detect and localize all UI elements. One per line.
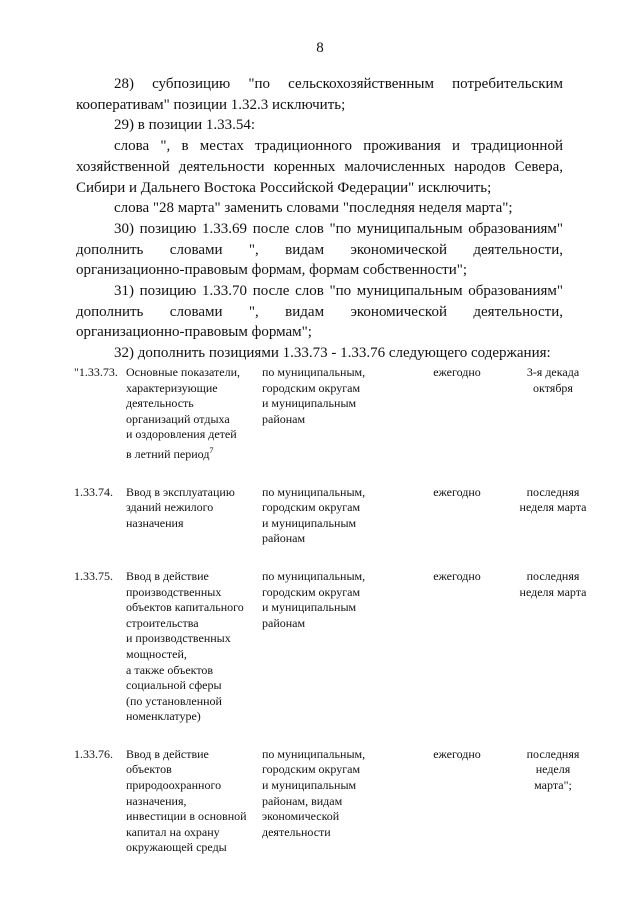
term-line: 3-я декада [526,365,580,379]
scope-line: по муниципальным, [262,568,366,583]
paragraph-p30a: 30) позицию 1.33.69 после слов "по муниципальным образованиям" [114,220,563,237]
name-line: Ввод в эксплуатацию [126,484,235,499]
table-row [74,485,594,547]
scope-line: экономической [262,809,340,824]
scope-line: и муниципальным [262,600,357,615]
name-line: назначения, [126,793,187,808]
position-scope [262,569,402,725]
term-line: последняя [526,484,580,499]
term-line: неделя марта [519,500,587,515]
name-line: а также объектов [126,662,214,677]
name-line: организаций отдыха [126,411,230,426]
position-frequency: ежегодно [433,365,481,379]
scope-line: городским округам [262,380,361,395]
page-number: 8 [316,40,324,56]
name-line: деятельность [126,396,194,411]
name-line: и оздоровления детей [126,427,237,442]
paragraph-p29a1: слова ", в местах традиционного проживания и традиционной [114,138,563,155]
position-term [512,747,594,856]
paragraph-p29b: слова "28 марта" заменить словами "последняя неделя марта"; [114,200,513,217]
position-scope [262,747,402,856]
position-code: 1.33.76. [74,746,113,761]
scope-line: и муниципальным [262,396,357,411]
term-line: последняя [526,746,580,761]
name-line: номенклатуре) [126,709,201,724]
name-line: и производственных [126,631,231,646]
scope-line: районам [262,531,306,546]
name-line: капитал на охрану [126,824,220,839]
scope-line: городским округам [262,762,361,777]
row-spacer [74,463,594,485]
name-line: производственных [126,584,222,599]
paragraph-p30c: организационно-правовым формам, формам собственности"; [76,262,468,279]
positions-table [74,365,594,856]
scope-line: деятельности [262,824,331,839]
position-frequency: ежегодно [433,568,481,583]
scope-line: по муниципальным, [262,365,366,379]
name-line: окружающей среды [126,840,227,855]
scope-line: городским округам [262,584,361,599]
scope-line: и муниципальным [262,778,357,793]
scope-line: городским округам [262,500,361,515]
paragraph-p29a3: Сибири и Дальнего Востока Российской Федерации" исключить; [76,179,492,196]
position-code: 1.33.75. [74,568,113,583]
name-line: объектов [126,762,172,777]
position-frequency: ежегодно [433,746,481,761]
scope-line: районам [262,411,306,426]
name-line: в летний период$^7$ [126,445,214,461]
paragraph-p29: 29) в позиции 1.33.54: [114,117,256,134]
row-spacer [74,725,594,747]
name-line: характеризующие [126,380,218,395]
name-line: (по установленной [126,693,222,708]
scope-line: по муниципальным, [262,484,366,499]
paragraph-p28a: 28) субпозицию "по сельскохозяйственным потребительским [114,76,563,92]
position-frequency: ежегодно [433,484,481,499]
position-name [126,747,262,856]
paragraph-p31c: организационно-правовым формам"; [76,324,312,341]
position-code: 1.33.74. [74,484,113,499]
name-line: социальной сферы [126,678,222,693]
name-line: Основные показатели, [126,365,241,379]
term-line: последняя [526,568,580,583]
position-name [126,365,262,463]
paragraph-p30b: дополнить словами ", видам экономической деятельности, [76,241,563,258]
position-code: "1.33.73. [74,365,118,379]
amendments-text [76,74,563,364]
paragraph-p29a2: хозяйственной деятельности коренных малочисленных народов Севера, [76,158,563,175]
paragraph-p31a: 31) позицию 1.33.70 после слов "по муниципальным образованиям" [114,283,563,300]
table-row [74,747,594,856]
term-line: октября [533,380,573,395]
term-line: неделя [535,762,571,777]
name-line: зданий нежилого [126,500,214,515]
position-scope [262,485,402,547]
paragraph-p28b: кооперативам" позиции 1.32.3 исключить; [76,96,346,113]
name-line: природоохранного [126,778,222,793]
table-row [74,569,594,725]
name-line: объектов капитального [126,600,244,615]
paragraph-p31b: дополнить словами ", видам экономической деятельности, [76,303,563,320]
position-term [512,569,594,725]
scope-line: районам, видам [262,793,343,808]
position-name [126,569,262,725]
row-spacer [74,547,594,569]
name-line: инвестиции в основной [126,809,247,824]
position-term [512,365,594,463]
term-line: неделя марта [519,584,587,599]
name-line: строительства [126,615,199,630]
paragraph-p32: 32) дополнить позициями 1.33.73 - 1.33.76 следующего содержания: [114,345,551,362]
position-term [512,485,594,547]
table-row [74,365,594,463]
row-spacer-cell [74,725,594,747]
position-name [126,485,262,547]
name-line: Ввод в действие [126,746,209,761]
name-line: Ввод в действие [126,568,209,583]
scope-line: районам [262,615,306,630]
scope-line: по муниципальным, [262,746,366,761]
term-line: марта"; [534,778,572,793]
row-spacer-cell [74,547,594,569]
name-line: назначения [126,515,184,530]
name-line: мощностей, [126,646,187,661]
scope-line: и муниципальным [262,515,357,530]
row-spacer-cell [74,463,594,485]
footnote-mark: 7 [209,445,214,455]
position-scope [262,365,402,463]
